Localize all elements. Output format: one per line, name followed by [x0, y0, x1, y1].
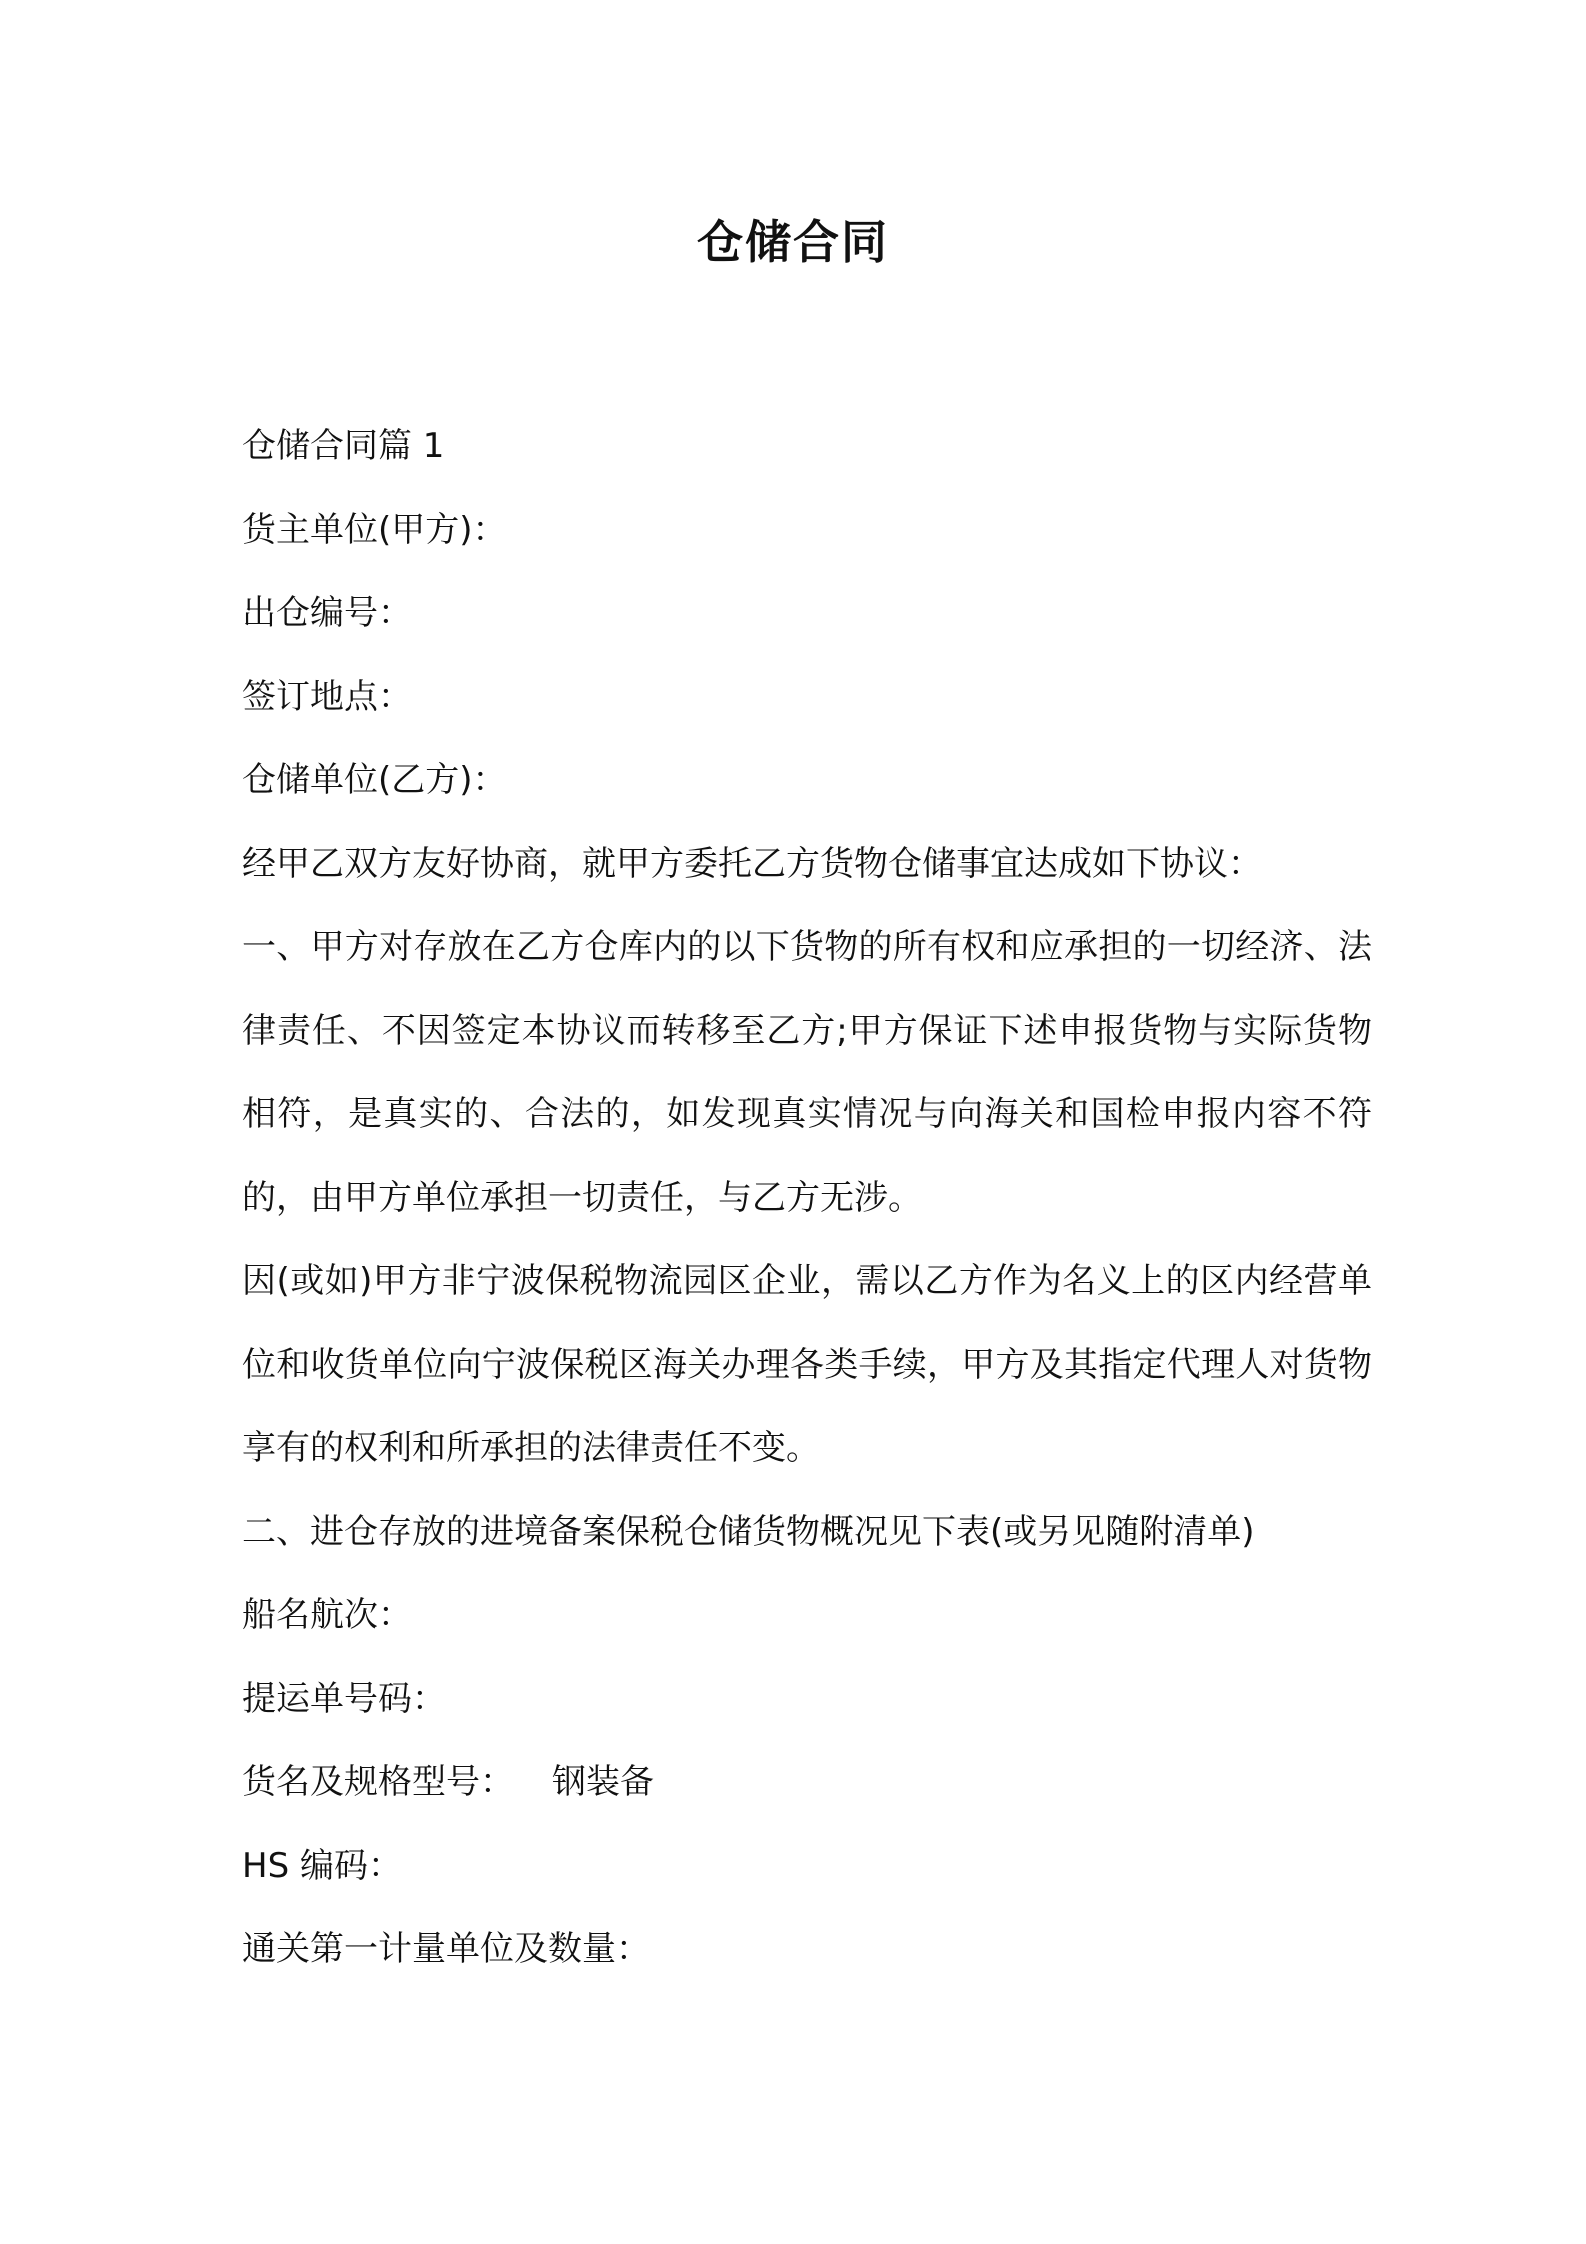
field-vessel: 船名航次： [242, 1595, 412, 1635]
field-storage-unit: 仓储单位(乙方)： [242, 760, 507, 800]
document-body [242, 405, 1372, 1992]
field-outbound-no: 出仓编号： [242, 593, 412, 633]
document-title: 仓储合同 [697, 215, 889, 269]
field-sign-place: 签订地点： [242, 676, 412, 717]
clause-1: 一、甲方对存放在乙方仓库内的以下货物的所有权和应承担的一切经济、法律责任、不因签定本协议而转移至乙方;甲方保证下述申报货物与实际货物相符，是真实的、合法的，如发现真实情况与向海关和国检申报内容不符的，由甲方单位承担一切责任，与乙方无涉。 [242, 927, 1372, 1218]
field-hs-code: HS 编码： [242, 1845, 402, 1886]
field-unit-quantity: 通关第一计量单位及数量： [242, 1929, 650, 1969]
section-heading: 仓储合同篇 1 [242, 426, 445, 466]
goods-name-spec-label: 货名及规格型号： [242, 1762, 514, 1802]
clause-1b: 因(或如)甲方非宁波保税物流园区企业，需以乙方作为名义上的区内经营单位和收货单位向宁波保税区海关办理各类手续，甲方及其指定代理人对货物享有的权利和所承担的法律责任不变。 [242, 1261, 1372, 1468]
field-owner: 货主单位(甲方)： [242, 509, 507, 550]
clause-2: 二、进仓存放的进境备案保税仓储货物概况见下表(或另见随附清单) [242, 1511, 1255, 1552]
intro-paragraph: 经甲乙双方友好协商，就甲方委托乙方货物仓储事宜达成如下协议： [242, 843, 1262, 884]
field-bill-number: 提运单号码： [242, 1678, 446, 1719]
field-goods-name-spec [242, 1741, 1372, 1825]
goods-name-spec-value: 钢装备 [552, 1762, 654, 1802]
